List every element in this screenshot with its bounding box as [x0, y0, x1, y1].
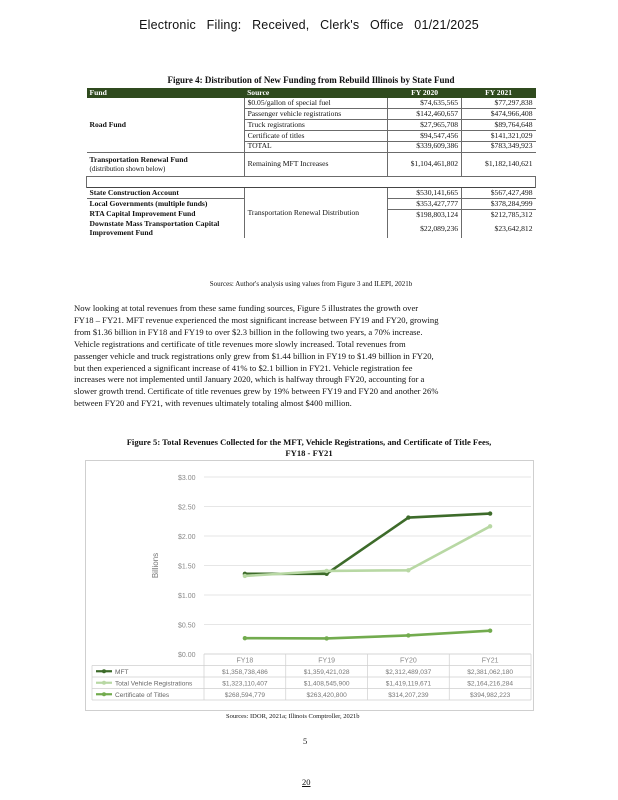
distribution-note: (distribution shown below) — [89, 164, 166, 173]
value-cell: $339,609,386 — [388, 141, 462, 152]
filing-header: Electronic Filing: Received, Clerk's Office 01/21/2025 — [139, 18, 479, 32]
paragraph-line: increases were not implemented until January 2020, which is halfway through FY20, accounting for a — [74, 374, 425, 385]
page-number: 5 — [303, 736, 308, 746]
legend-label: MFT — [115, 668, 129, 676]
paragraph-line: Vehicle registrations and certificate of title revenues more slowly increased. Total revenues from — [74, 338, 406, 349]
legend-label: Certificate of Titles — [115, 691, 170, 699]
data-point — [324, 636, 328, 640]
footer-page-number: 20 — [302, 777, 311, 787]
y-tick-label: $2.50 — [178, 504, 196, 512]
value-cell: $474,966,408 — [462, 109, 536, 120]
value-cell: $22,089,236 — [388, 220, 462, 239]
data-point — [406, 633, 410, 637]
data-point — [488, 524, 492, 528]
x-tick-label: FY19 — [318, 657, 335, 665]
value-cell: $567,427,498 — [462, 188, 536, 199]
value-cell: $1,104,461,802 — [388, 152, 462, 176]
value-cell: $141,321,029 — [462, 130, 536, 141]
data-value-label: $263,420,800 — [306, 691, 347, 699]
table-row — [87, 188, 536, 199]
value-cell: $27,965,708 — [388, 120, 462, 131]
data-point — [406, 515, 410, 519]
source-cell: Passenger vehicle registrations — [244, 109, 388, 120]
value-cell: $74,635,565 — [388, 98, 462, 108]
data-point — [324, 569, 328, 573]
legend-marker — [102, 692, 106, 696]
data-value-label: $1,358,738,486 — [221, 668, 268, 676]
paragraph-line: Now looking at total revenues from these same funding sources, Figure 5 illustrates the growth over — [74, 303, 419, 313]
col-source-header: Source — [244, 88, 388, 98]
source-cell: Remaining MFT Increases — [244, 152, 388, 176]
value-cell: $94,547,456 — [388, 130, 462, 141]
paragraph-line: FY18 – FY21. MFT revenue experienced the most significant increase between FY19 and FY20, growing — [74, 314, 439, 325]
value-cell: $783,349,923 — [462, 141, 536, 152]
figure4-sources: Sources: Author's analysis using values from Figure 3 and ILEPI, 2021b — [209, 280, 413, 288]
data-point — [406, 568, 410, 572]
col-fund-header: Fund — [87, 88, 245, 98]
x-tick-label: FY18 — [236, 657, 254, 665]
value-cell: $378,284,999 — [462, 199, 536, 210]
value-cell: $1,182,140,621 — [462, 152, 536, 176]
figure5-title — [74, 437, 544, 459]
figure5-sources: Sources: IDOR, 2021a; Illinois Comptroller, 2021b — [226, 713, 360, 720]
data-value-label: $1,323,110,407 — [222, 680, 268, 688]
y-tick-label: $0.00 — [178, 652, 196, 659]
figure5-chart-frame — [85, 460, 534, 711]
value-cell: $212,785,312 — [462, 209, 536, 219]
table-row — [87, 98, 536, 108]
data-value-label: $2,381,062,180 — [467, 668, 514, 676]
figure4-table — [86, 88, 536, 238]
figure4-title: Figure 4: Distribution of New Funding from Rebuild Illinois by State Fund — [167, 75, 455, 85]
paragraph-line: passenger vehicle and truck registrations only grew from $1.44 billion in FY19 to $1.49 billion in FY20, — [74, 350, 434, 361]
transportation-renewal-cell — [87, 152, 245, 176]
fund-cell: Downstate Mass Transportation Capital Improvement Fund — [89, 219, 220, 238]
data-value-label: $2,312,489,037 — [385, 668, 432, 676]
data-value-label: $268,594,779 — [224, 691, 266, 699]
col-fy2020-header: FY 2020 — [388, 88, 462, 98]
table-header-row — [87, 88, 536, 98]
data-point — [243, 636, 247, 640]
data-value-label: $314,207,239 — [388, 691, 429, 699]
y-tick-label: $2.00 — [178, 534, 196, 541]
figure5-title-line2: FY18 - FY21 — [285, 448, 333, 458]
y-axis-label: Billions — [151, 552, 160, 579]
paragraph-line: slower growth trend. Certificate of title revenues grew by 19% between FY19 and FY20 and another 26% — [74, 386, 439, 397]
data-value-label: $394,982,223 — [469, 691, 511, 699]
series-line-1 — [245, 526, 490, 576]
legend-label: Total Vehicle Registrations — [115, 680, 193, 688]
fund-cell: Local Governments (multiple funds) — [89, 198, 208, 208]
col-fy2021-header: FY 2021 — [462, 88, 536, 98]
value-cell: $198,803,124 — [388, 209, 462, 219]
data-point — [488, 511, 492, 515]
spacer — [87, 176, 536, 187]
y-tick-label: $3.00 — [178, 475, 196, 482]
value-cell: $353,427,777 — [388, 199, 462, 210]
value-cell: $142,460,657 — [388, 109, 462, 120]
series-line-0 — [245, 514, 490, 574]
table-row — [87, 152, 536, 176]
fund-cell: State Construction Account — [87, 188, 245, 199]
table-spacer-row — [87, 176, 536, 187]
value-cell: $530,141,665 — [388, 188, 462, 199]
source-cell: Truck registrations — [244, 120, 388, 131]
data-value-label: $1,359,421,028 — [303, 668, 350, 676]
value-cell: $89,764,648 — [462, 120, 536, 131]
data-value-label: $1,408,545,900 — [303, 680, 350, 688]
fund-cell: RTA Capital Improvement Fund — [89, 209, 196, 219]
transportation-renewal-label: Transportation Renewal Fund — [89, 154, 188, 164]
y-tick-label: $1.00 — [178, 593, 196, 600]
source-cell: Transportation Renewal Distribution — [244, 188, 388, 239]
legend-marker — [102, 669, 106, 673]
y-tick-label: $1.50 — [178, 563, 196, 571]
source-cell: $0.05/gallon of special fuel — [244, 98, 388, 108]
road-fund-label: Road Fund — [87, 98, 245, 152]
figure5-chart — [86, 461, 533, 710]
source-cell: TOTAL — [244, 141, 388, 152]
data-value-label: $1,419,119,671 — [385, 680, 432, 688]
x-tick-label: FY20 — [400, 657, 417, 665]
data-point — [243, 574, 247, 578]
figure5-title-line1: Figure 5: Total Revenues Collected for the MFT, Vehicle Registrations, and Certificate of Title Fees, — [126, 437, 492, 447]
paragraph-line: from $1.36 billion in FY18 and FY19 to over $2.3 billion in the following two years, a 70% increase. — [74, 326, 423, 337]
x-tick-label: FY21 — [481, 657, 499, 665]
paragraph-line: but then experienced a significant increase of 41% to $2.1 billion in FY21. Vehicle registration fee — [74, 362, 413, 373]
value-cell: $23,642,812 — [462, 220, 536, 239]
body-paragraph — [74, 303, 541, 410]
series-line-2 — [245, 631, 490, 639]
data-value-label: $2,164,216,284 — [467, 680, 514, 688]
data-point — [488, 628, 492, 632]
value-cell: $77,297,838 — [462, 98, 536, 108]
y-tick-label: $0.50 — [178, 622, 196, 630]
paragraph-line: between FY20 and FY21, with revenues ultimately totaling almost $400 million. — [74, 398, 352, 409]
source-cell: Certificate of titles — [244, 130, 388, 141]
legend-marker — [102, 681, 106, 685]
